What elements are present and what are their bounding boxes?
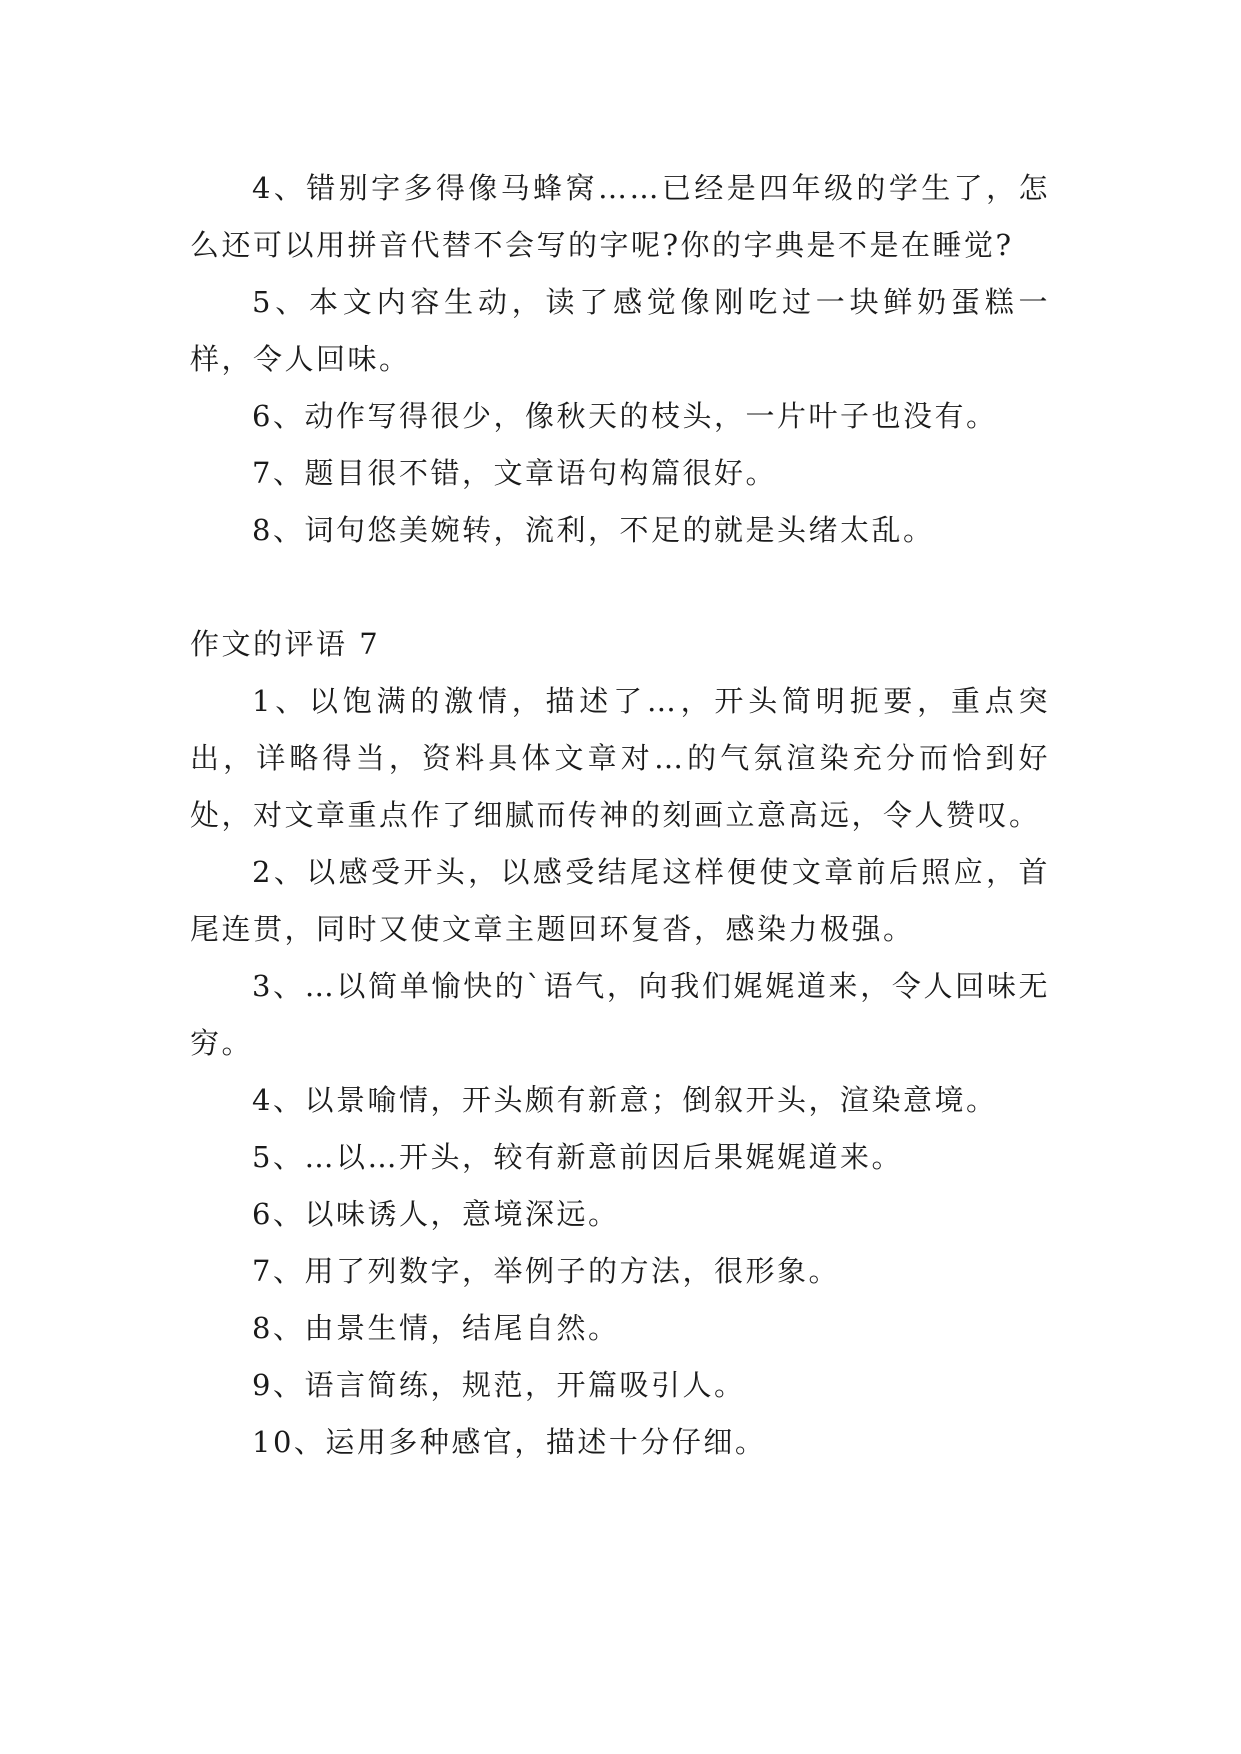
comment-paragraph: 4、以景喻情，开头颇有新意；倒叙开头，渲染意境。 [252,1083,998,1117]
document-body [190,160,1050,1471]
comment-paragraph: 10、运用多种感官，描述十分仔细。 [252,1425,767,1459]
comment-paragraph: 7、题目很不错，文章语句构篇很好。 [252,456,777,490]
comment-paragraph: 7、用了列数字，举例子的方法，很形象。 [252,1254,840,1288]
comment-paragraph: 6、以味诱人，意境深远。 [252,1197,620,1231]
comment-paragraph: 2、以感受开头，以感受结尾这样便使文章前后照应，首尾连贯，同时又使文章主题回环复沓，感染力极强。 [190,855,1050,946]
comment-paragraph: 6、动作写得很少，像秋天的枝头，一片叶子也没有。 [252,399,998,433]
comment-paragraph: 9、语言简练，规范，开篇吸引人。 [252,1368,746,1402]
comment-paragraph: 8、由景生情，结尾自然。 [252,1311,620,1345]
comment-paragraph: 3、…以简单愉快的`语气，向我们娓娓道来，令人回味无穷。 [190,969,1050,1060]
comment-paragraph: 4、错别字多得像马蜂窝……已经是四年级的学生了，怎么还可以用拼音代替不会写的字呢?你的字典是不是在睡觉? [190,171,1050,262]
comment-paragraph: 1、以饱满的激情，描述了…，开头简明扼要，重点突出，详略得当，资料具体文章对…的气氛渲染充分而恰到好处，对文章重点作了细腻而传神的刻画立意高远，令人赞叹。 [190,684,1050,832]
comment-paragraph: 8、词句悠美婉转，流利，不足的就是头绪太乱。 [252,513,935,547]
comment-paragraph: 5、…以…开头，较有新意前因后果娓娓道来。 [252,1140,903,1174]
section-heading: 作文的评语 7 [190,627,381,661]
section-spacer [190,559,1050,616]
comment-paragraph: 5、本文内容生动，读了感觉像刚吃过一块鲜奶蛋糕一样，令人回味。 [190,285,1050,376]
